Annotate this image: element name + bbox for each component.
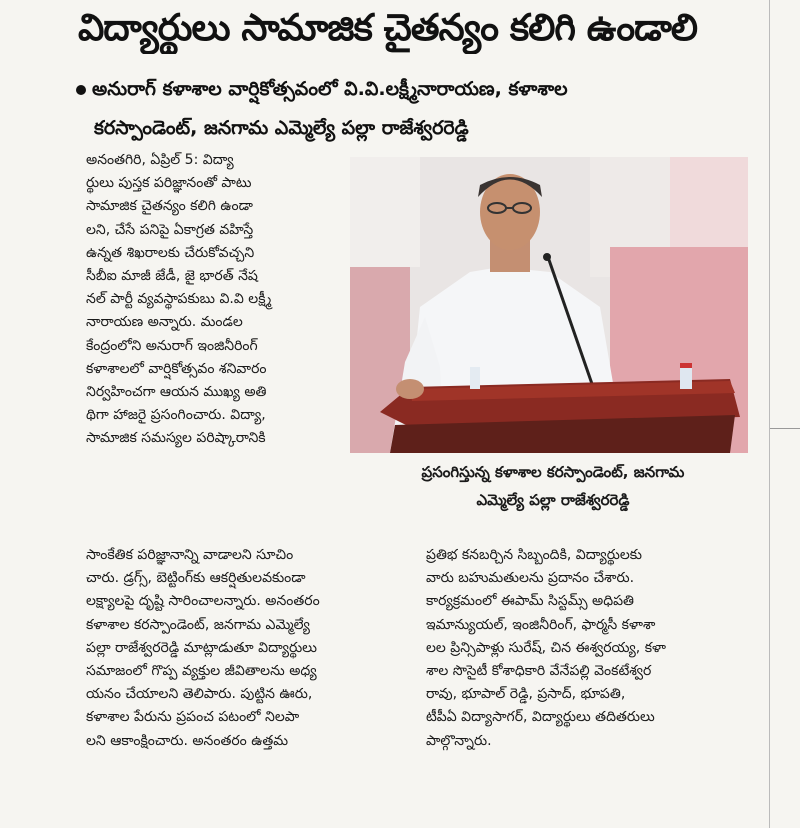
column-b-line: లని ఆకాంక్షించారు. అనంతరం ఉత్తమ bbox=[86, 732, 289, 749]
speaker-photo bbox=[350, 157, 748, 453]
column-a-line: కళాశాలలో వార్షికోత్సవం శనివారం bbox=[86, 360, 267, 377]
column-c-line: టీపీఏ విద్యాసాగర్, విద్యార్థులు తదితరులు bbox=[426, 709, 655, 726]
column-c-line: రావు, భూపాల్ రెడ్డి, ప్రసాద్, భూపతి, bbox=[426, 686, 626, 703]
column-b-line: సాంకేతిక పరిజ్ఞానాన్ని వాడాలని సూచిం bbox=[86, 547, 294, 563]
column-c-line: కార్యక్రమంలో ఈపామ్ సిస్టమ్స్ అధిపతి bbox=[426, 593, 635, 610]
column-a-line: నిర్వహించగా ఆయన ముఖ్య అతి bbox=[86, 384, 267, 401]
column-a-line: అనంతగిరి, ఏప్రిల్ 5: విద్యా bbox=[86, 152, 234, 168]
column-a-line: కేంద్రంలోని అనురాగ్ ఇంజినీరింగ్ bbox=[86, 337, 258, 354]
column-c-line: ఇమాన్యుయల్, ఇంజినీరింగ్, ఫార్మసీ కళాశా bbox=[426, 616, 656, 633]
column-c-line: ప్రతిభ కనబర్చిన సిబ్బందికి, విద్యార్థులకు bbox=[426, 547, 642, 563]
column-a-line: నారాయణ అన్నారు. మండల bbox=[86, 314, 243, 331]
article-column-a bbox=[86, 149, 348, 451]
column-b-line: చారు. డ్రగ్స్, బెట్టింగ్‌కు ఆకర్షితులవకుండా bbox=[86, 570, 306, 587]
column-b-line: లక్ష్యాలపై దృష్టి సారించాలన్నారు. అనంతరం bbox=[86, 593, 320, 610]
column-c-line: శాల సొసైటీ కోశాధికారి వేనేపల్లి వెంకటేశ్వర bbox=[426, 663, 652, 680]
column-a-line: సామాజిక సమస్యల పరిష్కారానికి bbox=[86, 430, 266, 447]
article-column-b bbox=[86, 544, 404, 753]
column-c-line: వారు బహుమతులను ప్రదానం చేశారు. bbox=[426, 570, 635, 587]
column-b-line: సమాజంలో గొప్ప వ్యక్తుల జీవితాలను అధ్య bbox=[86, 663, 317, 680]
column-b-line: కళాశాల కరస్పాండెంట్, జనగామ ఎమ్మెల్యే bbox=[86, 616, 310, 633]
article-column-c bbox=[426, 544, 754, 753]
subheading-text-1: అనురాగ్ కళాశాల వార్షికోత్సవంలో వి.వి.లక్ష్మీనారాయణ, కళాశాల bbox=[92, 78, 568, 100]
column-a-line: సామాజిక చైతన్యం కలిగి ఉండా bbox=[86, 198, 253, 215]
column-a-line: సీబీఐ మాజీ జేడీ, జై భారత్ నేష bbox=[86, 268, 258, 285]
column-b-line: యనం చేయాలని తెలిపారు. పుట్టిన ఊరు, bbox=[86, 686, 313, 703]
side-rule bbox=[770, 428, 800, 429]
subheading-line-2: కరస్పాండెంట్, జనగామ ఎమ్మెల్యే పల్లా రాజేశ్వరరెడ్డి bbox=[94, 117, 469, 139]
subheading-line-1 bbox=[76, 76, 676, 102]
column-c-line: లల ప్రిన్సిపాళ్లు సురేష్, చిన ఈశ్వరయ్య, కళా bbox=[426, 639, 666, 656]
column-b-line: కళాశాల పేరును ప్రపంచ పటంలో నిలపా bbox=[86, 709, 300, 726]
headline: విద్యార్థులు సామాజిక చైతన్యం కలిగి ఉండాలి bbox=[78, 6, 697, 49]
column-a-line: నల్ పార్టీ వ్యవస్థాపకుబు వి.వి లక్ష్మీ bbox=[86, 291, 272, 308]
bullet-icon bbox=[76, 85, 86, 95]
column-b-line: పల్లా రాజేశ్వరరెడ్డి మాట్లాడుతూ విద్యార్థులు bbox=[86, 639, 317, 656]
photo-caption-line-2: ఎమ్మెల్యే పల్లా రాజేశ్వరరెడ్డి bbox=[476, 491, 630, 509]
photo-caption bbox=[358, 458, 748, 514]
column-c-line: పాల్గొన్నారు. bbox=[426, 732, 492, 749]
photo-caption-line-1: ప్రసంగిస్తున్న కళాశాల కరస్పాండెంట్, జనగామ bbox=[421, 463, 685, 481]
column-a-line: ఉన్నత శిఖరాలకు చేరుకోవచ్చని bbox=[86, 244, 255, 261]
column-a-line: లని, చేసే పనిపై ఏకాగ్రత వహిస్తే bbox=[86, 221, 254, 238]
column-divider-right bbox=[769, 0, 770, 828]
column-a-line: థిగా హాజరై ప్రసంగించారు. విద్యా, bbox=[86, 407, 266, 424]
column-a-line: ర్థులు పుస్తక పరిజ్ఞానంతో పాటు bbox=[86, 175, 252, 192]
